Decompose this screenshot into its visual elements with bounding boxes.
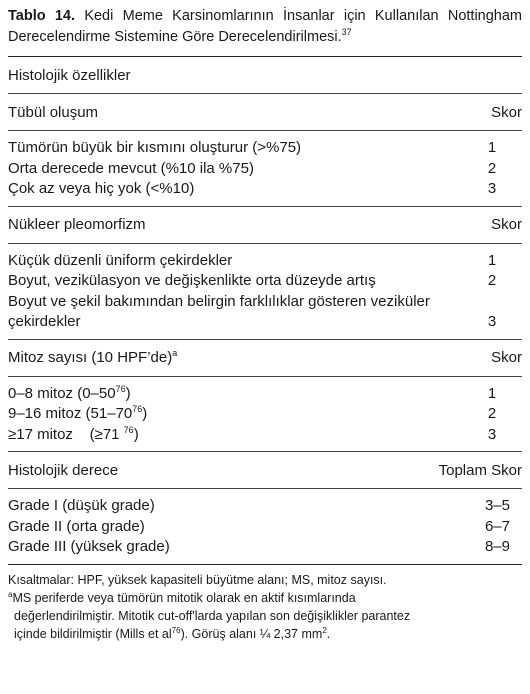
header-row (8, 57, 522, 93)
row-text-after: ) (142, 405, 148, 422)
score-header: Skor (491, 349, 522, 366)
row-score: 3 (487, 313, 497, 330)
row-text-after: ) (133, 425, 139, 443)
row-text: Grade II (orta grade) (8, 517, 145, 535)
section-rows-grade (8, 489, 522, 564)
row-score: 2 (487, 159, 497, 177)
section-head-tubule (8, 94, 522, 130)
row-text: Grade I (düşük grade) (8, 497, 155, 514)
caption-text: Kedi Meme Karsinomlarının İnsanlar için Kullanılan Nottingham Derecelendirme Sistemine Göre Derecelendirilmesi. (8, 8, 522, 45)
footnote-line: MS periferde veya tümörün mitotik olarak en aktif kısımlarında (12, 590, 356, 605)
table-caption (8, 6, 522, 48)
table-row (8, 404, 522, 425)
section-head-mitosis (8, 340, 522, 376)
row-ref: 76 (123, 424, 134, 435)
section-title: Nükleer pleomorfizm (8, 216, 146, 233)
section-title: Tübül oluşum (8, 103, 99, 121)
table-row (8, 159, 522, 180)
row-text: 0–8 mitoz (0–50 (8, 384, 116, 402)
footnote-line: değerlendirilmiştir. Mitotik cut-off'larda yapılan son değişiklikler parantez (14, 608, 411, 623)
footnote-marker: a (172, 348, 178, 358)
row-text: ≥17 mitoz (≥71 (8, 425, 124, 443)
table-row (8, 517, 522, 538)
row-text: Çok az veya hiç yok (<%10) (8, 180, 195, 197)
footnote-a (8, 589, 522, 607)
table-row (8, 251, 522, 272)
row-text-wrap (8, 404, 462, 425)
row-score: 3–5 (484, 497, 510, 514)
row-text: Tümörün büyük bir kısmını oluşturur (>%75) (8, 139, 302, 156)
row-score: 2 (487, 272, 497, 289)
footnote-line-3 (8, 625, 522, 643)
table-row (8, 384, 522, 405)
footnote-text: . (326, 626, 331, 641)
row-score: 1 (487, 251, 497, 269)
table-row (8, 138, 522, 159)
abbreviations-note: Kısaltmalar: HPF, yüksek kapasiteli büyütme alanı; MS, mitoz sayısı. (8, 572, 387, 587)
row-ref: 76 (132, 404, 143, 414)
table-row (8, 271, 522, 292)
footnote-text: içinde bildirilmiştir (Mills et al (14, 626, 172, 641)
section-title-wrap (8, 349, 177, 366)
row-score: 3 (487, 425, 497, 443)
row-text-wrap (8, 384, 462, 405)
section-rows-mitosis (8, 377, 522, 452)
row-score: 3 (487, 180, 497, 197)
row-score: 2 (487, 405, 497, 422)
row-text: Küçük düzenli üniform çekirdekler (8, 251, 233, 269)
row-text-wrap (8, 425, 462, 446)
footnote-marker: a (8, 589, 13, 599)
table-row (8, 179, 522, 200)
row-text: Boyut, vezikülasyon ve değişkenlikte orta düzeyde artış (8, 272, 376, 289)
score-header: Skor (491, 216, 522, 233)
row-score: 8–9 (484, 538, 510, 555)
table-row (8, 425, 522, 446)
table-row (8, 537, 522, 558)
score-header: Toplam Skor (438, 461, 522, 479)
row-text: Orta derecede mevcut (%10 ila %75) (8, 159, 254, 177)
row-score: 6–7 (484, 517, 510, 535)
row-text-after: ) (125, 384, 131, 402)
table-notes (8, 565, 522, 643)
section-head-pleomorphism (8, 207, 522, 243)
row-score: 1 (487, 139, 497, 156)
score-header: Skor (491, 103, 522, 121)
section-title: Histolojik derece (8, 461, 119, 479)
row-score: 1 (487, 384, 497, 402)
row-text: Boyut ve şekil bakımından belirgin farklılıklar gösteren veziküler çekirdekler (8, 292, 430, 330)
unit-exponent: 2 (322, 625, 327, 635)
row-text: 9–16 mitoz (51–70 (8, 405, 133, 422)
section-rows-tubule (8, 131, 522, 206)
footnote-text: ). Görüş alanı ¼ 2,37 mm (180, 626, 323, 641)
section-rows-pleomorphism (8, 244, 522, 339)
section-title: Mitoz sayısı (10 HPF’de) (8, 349, 173, 366)
table-row (8, 292, 522, 333)
header-title: Histolojik özellikler (8, 66, 131, 84)
caption-ref: 37 (341, 27, 352, 37)
caption-label: Tablo 14. (8, 8, 76, 24)
table-row (8, 496, 522, 517)
row-text: Grade III (yüksek grade) (8, 538, 170, 555)
row-ref: 76 (115, 383, 126, 394)
footnote-ref: 76 (171, 625, 181, 635)
section-head-grade (8, 452, 522, 488)
